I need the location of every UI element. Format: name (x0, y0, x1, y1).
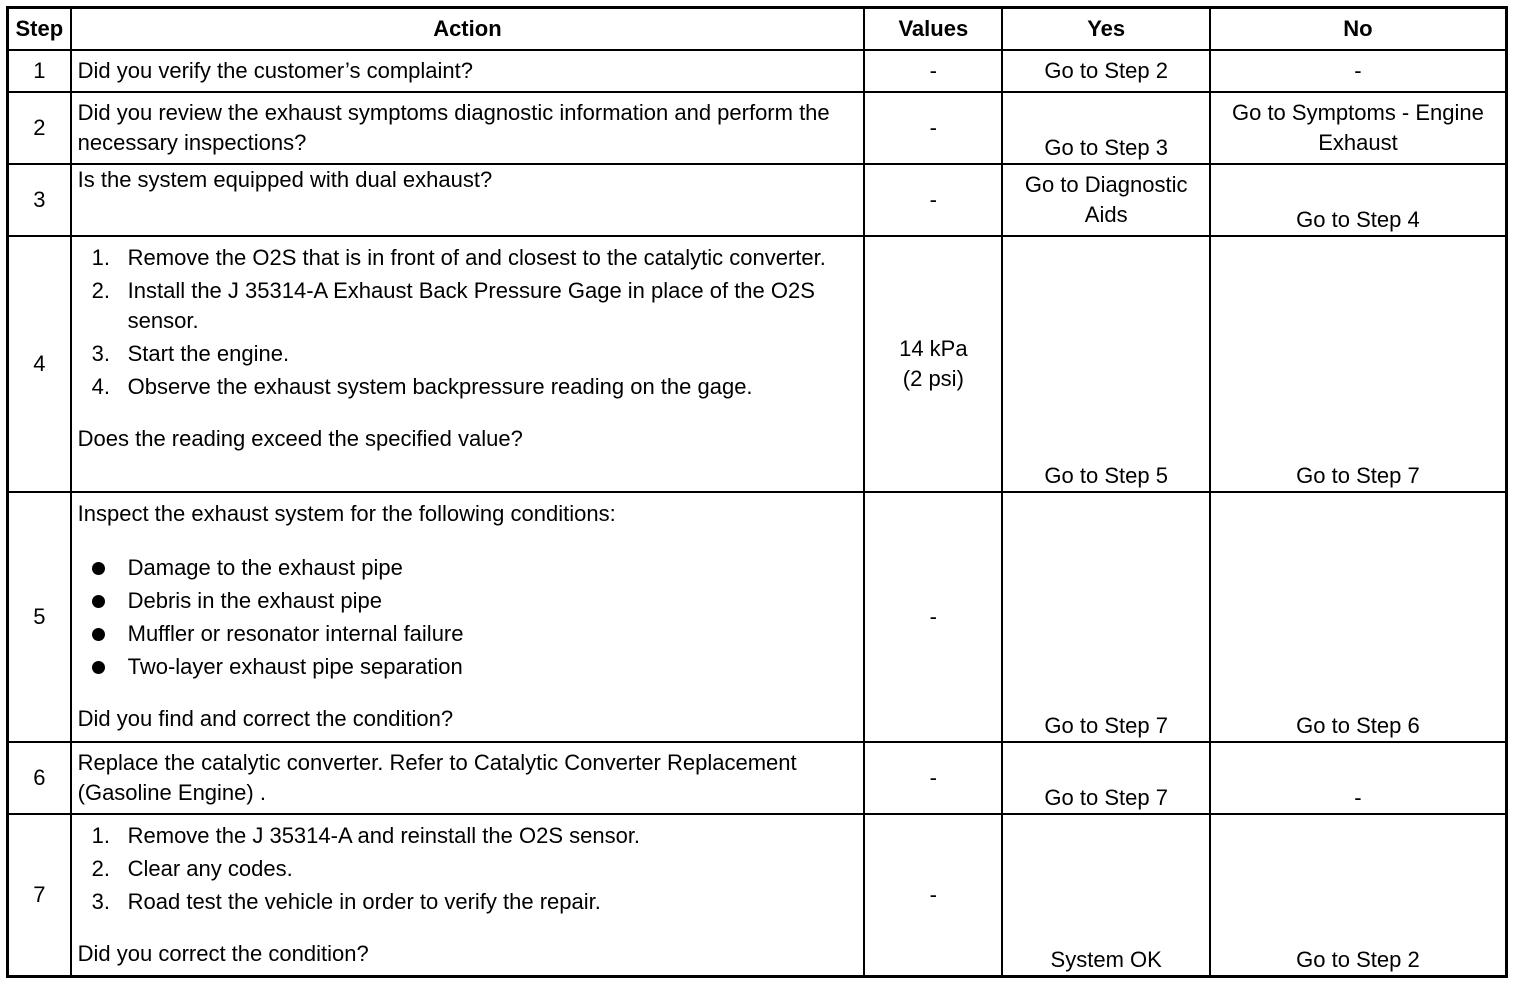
header-values: Values (864, 8, 1002, 51)
header-row (8, 8, 1507, 51)
header-no: No (1210, 8, 1507, 51)
no-cell: Go to Step 7 (1210, 236, 1507, 492)
diagnostic-table (6, 6, 1508, 978)
step-number: 1 (8, 50, 71, 92)
values-cell: - (864, 814, 1002, 976)
yes-cell: Go to Step 2 (1002, 50, 1209, 92)
values-cell: - (864, 492, 1002, 742)
step-number: 6 (8, 742, 71, 814)
list-item: Debris in the exhaust pipe (78, 586, 858, 616)
yes-cell: Go to Step 5 (1002, 236, 1209, 492)
table-row (8, 492, 1507, 742)
table-row (8, 236, 1507, 492)
list-item: 4. Observe the exhaust system backpressure reading on the gage. (91, 374, 753, 399)
no-cell: - (1210, 742, 1507, 814)
header-action: Action (71, 8, 865, 51)
action-cell (71, 236, 865, 492)
list-item: 2. Install the J 35314-A Exhaust Back Pressure Gage in place of the O2S sensor. (91, 278, 815, 333)
header-step: Step (8, 8, 71, 51)
value-kpa: 14 kPa (899, 336, 968, 361)
table-row (8, 742, 1507, 814)
step-number: 7 (8, 814, 71, 976)
step-number: 2 (8, 92, 71, 164)
step-number: 5 (8, 492, 71, 742)
list-item: 3. Start the engine. (91, 341, 290, 366)
bullet-icon (92, 595, 105, 608)
values-cell: - (864, 742, 1002, 814)
value-psi: (2 psi) (902, 366, 964, 391)
action-text: Replace the catalytic converter. Refer to Catalytic Converter Replacement (Gasoline Engine) . (71, 742, 865, 814)
no-cell: - (1210, 50, 1507, 92)
yes-cell: Go to Diagnostic Aids (1002, 164, 1209, 236)
step-number: 4 (8, 236, 71, 492)
list-item: 1. Remove the J 35314-A and reinstall the O2S sensor. (91, 823, 641, 848)
list-item: 2. Clear any codes. (91, 856, 293, 881)
list-item: 1. Remove the O2S that is in front of and closest to the catalytic converter. (91, 245, 826, 270)
no-cell: Go to Step 4 (1210, 164, 1507, 236)
yes-cell: Go to Step 3 (1002, 92, 1209, 164)
question-text: Does the reading exceed the specified value? (77, 426, 523, 451)
values-cell: - (864, 92, 1002, 164)
header-yes: Yes (1002, 8, 1209, 51)
conditions-list (78, 553, 858, 682)
action-text: Is the system equipped with dual exhaust? (71, 164, 865, 236)
table-row (8, 164, 1507, 236)
bullet-icon (92, 661, 105, 674)
action-cell (71, 814, 865, 976)
values-cell: - (864, 50, 1002, 92)
action-cell (71, 492, 865, 742)
procedure-list (78, 821, 858, 917)
list-item: Damage to the exhaust pipe (78, 553, 858, 583)
table-row (8, 50, 1507, 92)
table-row (8, 92, 1507, 164)
question-text: Did you correct the condition? (77, 941, 369, 966)
procedure-list (78, 243, 858, 402)
table-row (8, 814, 1507, 976)
question-text: Did you find and correct the condition? (77, 706, 454, 731)
list-item: Two-layer exhaust pipe separation (78, 652, 858, 682)
yes-cell: System OK (1002, 814, 1209, 976)
no-cell: Go to Symptoms - Engine Exhaust (1210, 92, 1507, 164)
no-cell: Go to Step 2 (1210, 814, 1507, 976)
values-cell: - (864, 164, 1002, 236)
action-text: Did you review the exhaust symptoms diagnostic information and perform the necessary inspections? (71, 92, 865, 164)
step-number: 3 (8, 164, 71, 236)
intro-text: Inspect the exhaust system for the following conditions: (77, 501, 616, 526)
list-item: 3. Road test the vehicle in order to verify the repair. (91, 889, 601, 914)
values-cell (864, 236, 1002, 492)
action-text: Did you verify the customer’s complaint? (71, 50, 865, 92)
bullet-icon (92, 628, 105, 641)
bullet-icon (92, 562, 105, 575)
yes-cell: Go to Step 7 (1002, 492, 1209, 742)
yes-cell: Go to Step 7 (1002, 742, 1209, 814)
list-item: Muffler or resonator internal failure (78, 619, 858, 649)
no-cell: Go to Step 6 (1210, 492, 1507, 742)
